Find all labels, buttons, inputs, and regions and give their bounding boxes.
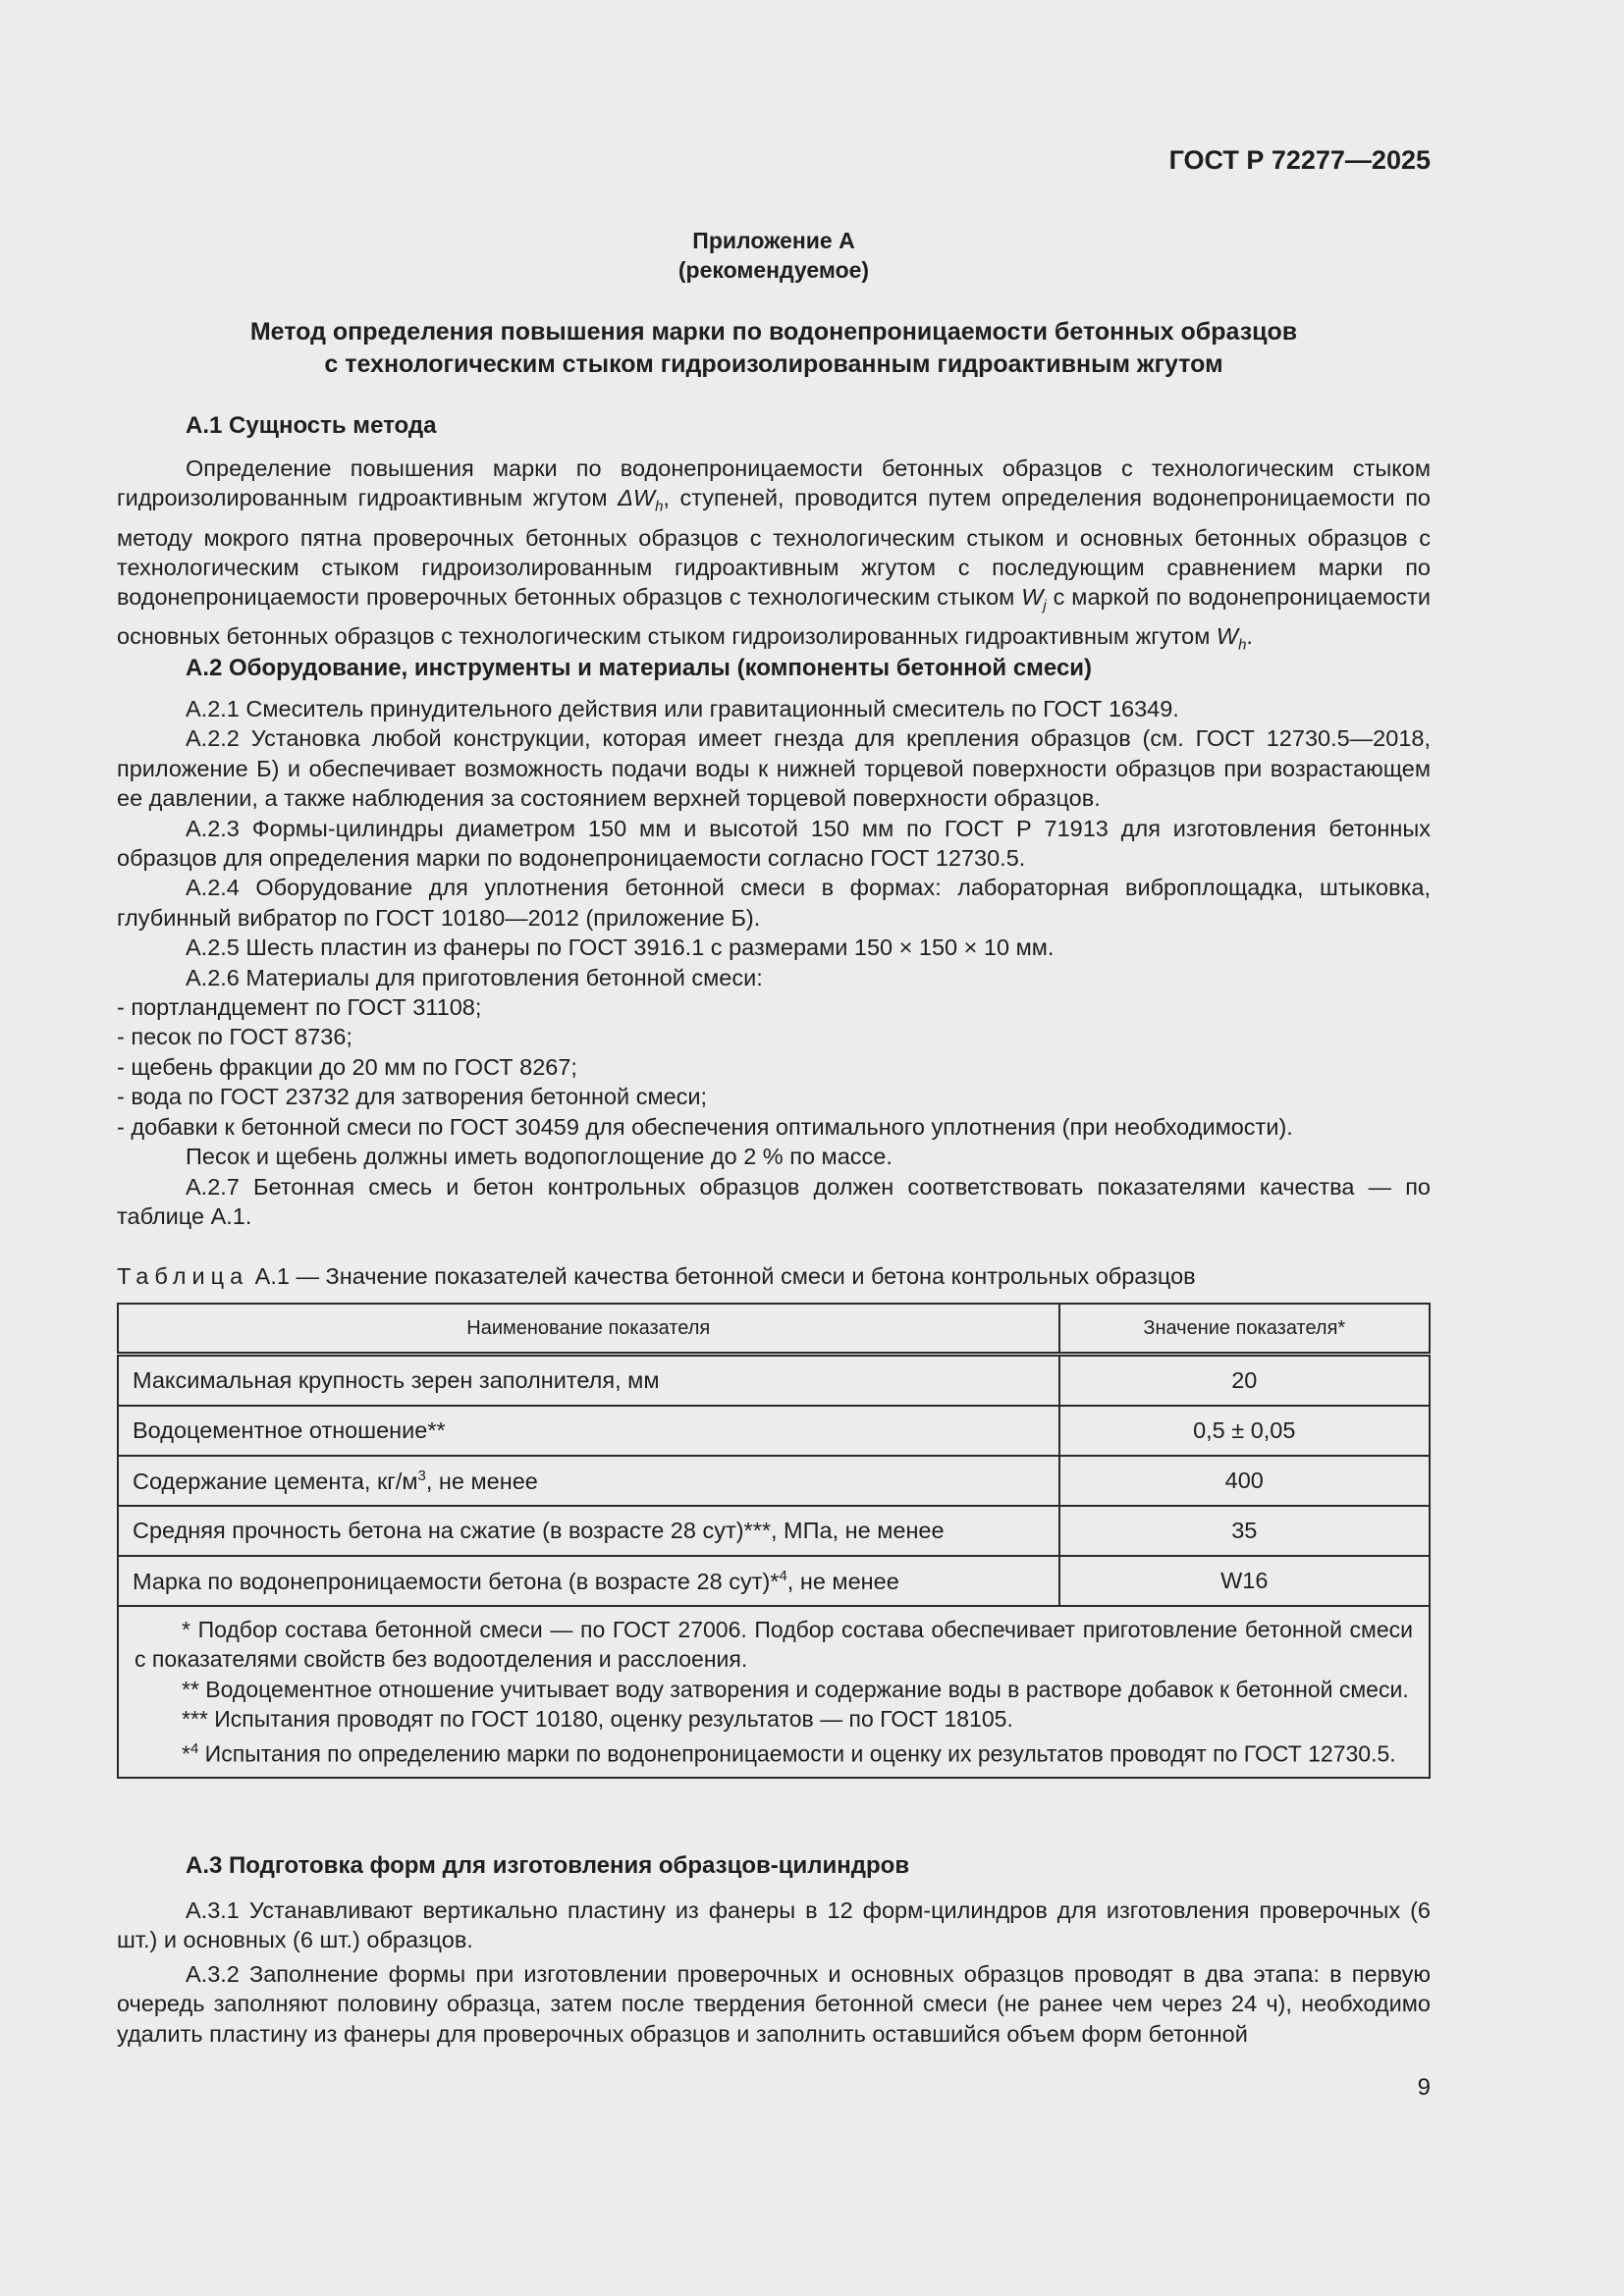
column-header-name: Наименование показателя [118, 1304, 1059, 1355]
annex-heading [117, 226, 1431, 285]
section-a3-heading: А.3 Подготовка форм для изготовления образцов-цилиндров [186, 1852, 910, 1879]
section-a2-heading: А.2 Оборудование, инструменты и материалы (компоненты бетонной смеси) [186, 655, 1093, 681]
table-row [118, 1406, 1430, 1456]
section-a3 [117, 1852, 1431, 2049]
table-caption: Таблица А.1 — Значение показателей качества бетонной смеси и бетона контрольных образцов [117, 1263, 1196, 1289]
table-notes-row [118, 1606, 1430, 1778]
table-notes [118, 1606, 1430, 1778]
material-item: - портландцемент по ГОСТ 31108; [117, 994, 482, 1021]
row-name: Водоцементное отношение** [118, 1406, 1059, 1456]
material-item: - щебень фракции до 20 мм по ГОСТ 8267; [117, 1053, 577, 1080]
item-a2-2: А.2.2 Установка любой конструкции, которая имеет гнезда для крепления образцов (см. ГОСТ 12730.5—2018, приложение Б) и обеспечивает возможность подачи воды к нижней торцевой поверхности образцов при возрастающем ее давлении, а также наблюдения за состоянием верхней торцевой поверхности образцов. [117, 725, 1431, 812]
title-line-1: Метод определения повышения марки по водонепроницаемости бетонных образцов [249, 318, 1298, 346]
table-row [118, 1556, 1430, 1606]
row-value: 35 [1059, 1506, 1430, 1556]
sand-note: Песок и щебень должны иметь водопоглощение до 2 % по массе. [186, 1144, 893, 1170]
row-value: W16 [1059, 1556, 1430, 1606]
standard-number: ГОСТ Р 72277—2025 [1168, 145, 1431, 175]
annex-title: Приложение А [692, 228, 855, 253]
title-line-2: с технологическим стыком гидроизолированным гидроактивным жгутом [324, 350, 1223, 378]
item-a2-1: А.2.1 Смеситель принудительного действия или гравитационный смеситель по ГОСТ 16349. [186, 696, 1179, 721]
section-a1-paragraph: Определение повышения марки по водонепроницаемости бетонных образцов с технологическим стыком гидроизолированным гидроактивным жгутом $\Delta W_h$, ступеней, проводится путем определения водонепроницаемости по методу мокрого пятна проверочных бетонных образцов с технологическим стыком и основных бетонных образцов с технологическим стыком гидроизолированным гидроактивным жгутом с последующим сравнением марки по водонепроницаемости проверочных бетонных образцов с технологическим стыком $W_j$ с маркой по водонепроницаемости основных бетонных образцов с технологическим стыком гидроизолированных гидроактивным жгутом $W_h$. [117, 455, 1431, 655]
row-value: 400 [1059, 1456, 1430, 1506]
document-title [117, 316, 1431, 381]
section-a1 [117, 412, 1431, 662]
row-name: Марка по водонепроницаемости бетона (в возрасте 28 сут)*$^4$, не менее [118, 1556, 1059, 1606]
item-a3-2: А.3.2 Заполнение формы при изготовлении проверочных и основных образцов проводят в два этапа: в первую очередь заполняют половину образца, затем после твердения бетонной смеси (не ранее чем через 24 ч), необходимо удалить пластину из фанеры для проверочных образцов и заполнить оставшийся объем форм бетонной [117, 1960, 1431, 2047]
section-a2 [117, 655, 1431, 1231]
table-row [118, 1355, 1430, 1407]
row-name: Средняя прочность бетона на сжатие (в возрасте 28 сут)***, МПа, не менее [118, 1506, 1059, 1556]
row-value: 0,5 ± 0,05 [1059, 1406, 1430, 1456]
row-value: 20 [1059, 1355, 1430, 1407]
section-a1-heading: А.1 Сущность метода [186, 412, 437, 439]
page-number: 9 [1417, 2074, 1431, 2101]
table-row [118, 1506, 1430, 1556]
item-a3-1: А.3.1 Устанавливают вертикально пластину из фанеры в 12 форм-цилиндров для изготовления проверочных (6 шт.) и основных (6 шт.) образцов. [117, 1897, 1431, 1953]
table-note: *$^4$ Испытания по определению марки по водонепроницаемости и оценку их результатов проводят по ГОСТ 12730.5. [182, 1739, 1396, 1767]
item-a2-5: А.2.5 Шесть пластин из фанеры по ГОСТ 3916.1 с размерами 150 × 150 × 10 мм. [186, 934, 1055, 961]
quality-table [117, 1303, 1431, 1779]
item-a2-4: А.2.4 Оборудование для уплотнения бетонной смеси в формах: лабораторная виброплощадка, штыковка, глубинный вибратор по ГОСТ 10180—2012 (приложение Б). [117, 875, 1431, 931]
material-item: - вода по ГОСТ 23732 для затворения бетонной смеси; [117, 1084, 708, 1110]
item-a2-7: А.2.7 Бетонная смесь и бетон контрольных образцов должен соответствовать показателями качества — по таблице А.1. [117, 1173, 1431, 1229]
row-name: Содержание цемента, $кг/м^3$, не менее [118, 1456, 1059, 1506]
table-note: *** Испытания проводят по ГОСТ 10180, оценку результатов — по ГОСТ 18105. [182, 1706, 1013, 1733]
table-row [118, 1456, 1430, 1506]
annex-status: (рекомендуемое) [677, 257, 870, 283]
table-a1-block [117, 1261, 1431, 1779]
item-a2-6: А.2.6 Материалы для приготовления бетонной смеси: [186, 964, 763, 990]
row-name: Максимальная крупность зерен заполнителя, мм [118, 1355, 1059, 1407]
column-header-value: Значение показателя* [1059, 1304, 1430, 1355]
material-item: - добавки к бетонной смеси по ГОСТ 30459 для обеспечения оптимального уплотнения (при необходимости). [117, 1113, 1293, 1140]
table-note: ** Водоцементное отношение учитывает воду затворения и содержание воды в растворе добавок к бетонной смеси. [182, 1676, 1409, 1702]
table-header-row [118, 1304, 1430, 1355]
item-a2-3: А.2.3 Формы-цилиндры диаметром 150 мм и высотой 150 мм по ГОСТ Р 71913 для изготовления бетонных образцов для определения марки по водонепроницаемости согласно ГОСТ 12730.5. [117, 815, 1431, 872]
material-item: - песок по ГОСТ 8736; [117, 1024, 352, 1050]
table-note: * Подбор состава бетонной смеси — по ГОСТ 27006. Подбор состава обеспечивает приготовление бетонной смеси с показателями свойств без водоотделения и расслоения. [135, 1617, 1413, 1673]
